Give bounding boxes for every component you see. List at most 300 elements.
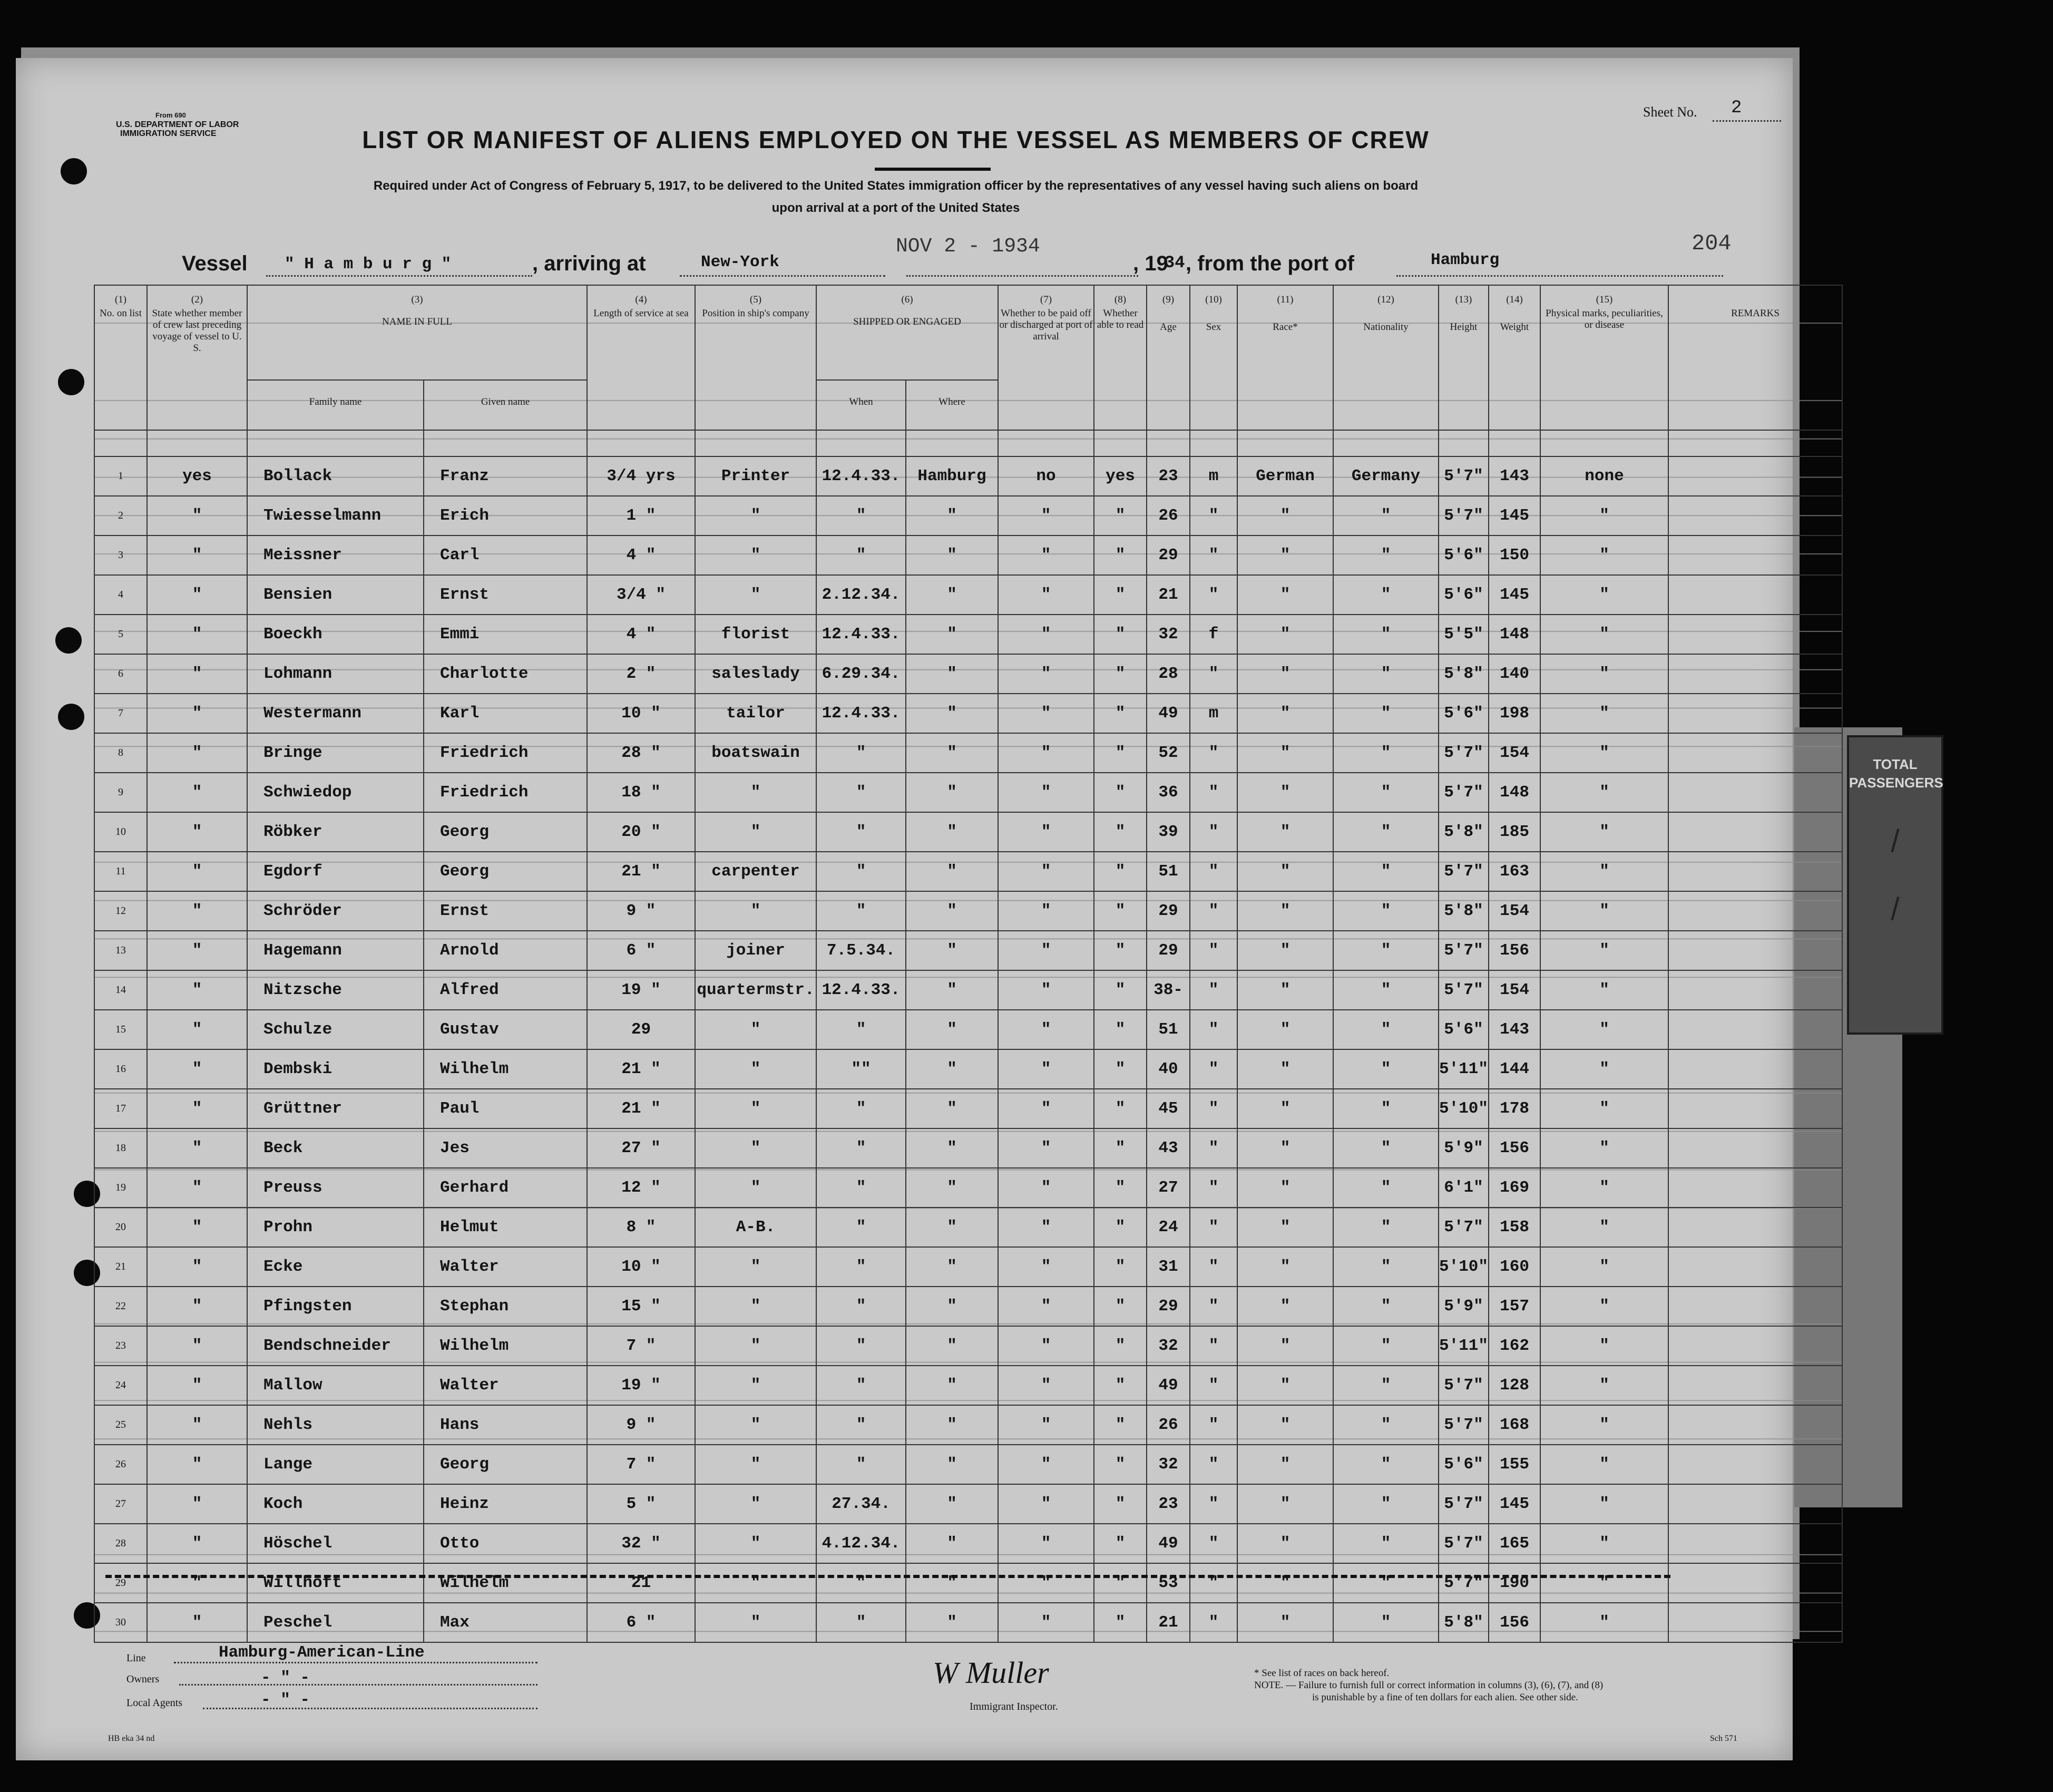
page-number: 204 <box>1692 231 1732 256</box>
nationality-cell: " <box>1333 1049 1439 1089</box>
form-code: HB eka 34 nd <box>108 1734 155 1743</box>
age-cell: 27 <box>1147 1168 1190 1207</box>
row-number-cell: 2 <box>94 496 147 535</box>
nationality-cell: " <box>1333 1326 1439 1366</box>
given-name-cell: Georg <box>424 812 587 852</box>
family-name-cell: Bollack <box>247 456 424 496</box>
family-name-cell: Lange <box>247 1445 424 1484</box>
paid-off-cell: " <box>998 1326 1094 1366</box>
shipped-where-cell: " <box>906 1010 998 1049</box>
paid-off-cell: " <box>998 1247 1094 1287</box>
length-of-service-cell: 6 " <box>587 931 695 970</box>
family-name-cell: Twiesselmann <box>247 496 424 535</box>
age-cell: 49 <box>1147 694 1190 733</box>
nationality-cell: " <box>1333 773 1439 812</box>
given-name-cell: Walter <box>424 1247 587 1287</box>
height-cell: 5'7" <box>1439 456 1489 496</box>
previous-voyage-cell: " <box>147 1405 247 1445</box>
length-of-service-cell: 27 " <box>587 1128 695 1168</box>
paid-off-cell: " <box>998 1287 1094 1326</box>
remarks-cell <box>1668 1207 1842 1247</box>
form-number: From 690 <box>155 111 186 119</box>
shipped-where-cell: " <box>906 1524 998 1563</box>
table-row <box>94 535 1842 575</box>
nationality-cell: " <box>1333 1287 1439 1326</box>
weight-cell: 157 <box>1489 1287 1540 1326</box>
paid-off-cell: " <box>998 1405 1094 1445</box>
length-of-service-cell: 4 " <box>587 615 695 654</box>
previous-voyage-cell: " <box>147 1366 247 1405</box>
family-name-cell: Meissner <box>247 535 424 575</box>
remarks-cell <box>1668 970 1842 1010</box>
height-cell: 5'6" <box>1439 535 1489 575</box>
year-prefix: , 19 <box>1133 252 1168 275</box>
able-to-read-cell: " <box>1094 1366 1147 1405</box>
race-cell: " <box>1237 1603 1333 1642</box>
race-cell: " <box>1237 1049 1333 1089</box>
row-number-cell: 26 <box>94 1445 147 1484</box>
family-name-cell: Hagemann <box>247 931 424 970</box>
sex-cell: " <box>1190 535 1237 575</box>
previous-voyage-cell: " <box>147 575 247 615</box>
col-header-nationality: (12) Nationality <box>1333 285 1439 430</box>
sex-cell: " <box>1190 1049 1237 1089</box>
sex-cell: " <box>1190 1603 1237 1642</box>
position-cell: " <box>695 1049 816 1089</box>
line-underline <box>174 1662 537 1663</box>
able-to-read-cell: " <box>1094 1049 1147 1089</box>
able-to-read-cell: " <box>1094 812 1147 852</box>
shipped-when-cell: " <box>816 1207 906 1247</box>
row-number-cell: 16 <box>94 1049 147 1089</box>
col-header-read: (8) Whether able to read <box>1094 285 1147 430</box>
physical-marks-cell: " <box>1540 1089 1668 1128</box>
weight-cell: 144 <box>1489 1049 1540 1089</box>
given-name-cell: Karl <box>424 694 587 733</box>
shipped-when-cell: " <box>816 1247 906 1287</box>
nationality-cell: " <box>1333 535 1439 575</box>
race-cell: " <box>1237 1405 1333 1445</box>
remarks-cell <box>1668 615 1842 654</box>
previous-voyage-cell: " <box>147 1484 247 1524</box>
weight-cell: 148 <box>1489 773 1540 812</box>
family-name-cell: Boeckh <box>247 615 424 654</box>
shipped-when-cell: 27.34. <box>816 1484 906 1524</box>
shipped-where-cell: " <box>906 1207 998 1247</box>
length-of-service-cell: 15 " <box>587 1287 695 1326</box>
age-cell: 32 <box>1147 1445 1190 1484</box>
fine-note-1: NOTE. — Failure to furnish full or correct information in columns (3), (6), (7), and (8) <box>1254 1680 1604 1691</box>
shipped-when-cell: " <box>816 535 906 575</box>
sex-cell: " <box>1190 733 1237 773</box>
table-row <box>94 575 1842 615</box>
paid-off-cell: " <box>998 694 1094 733</box>
family-name-cell: Egdorf <box>247 852 424 891</box>
position-cell: " <box>695 1010 816 1049</box>
race-cell: " <box>1237 733 1333 773</box>
sex-cell: " <box>1190 1405 1237 1445</box>
remarks-cell <box>1668 1405 1842 1445</box>
previous-voyage-cell: " <box>147 1128 247 1168</box>
row-number-cell: 8 <box>94 733 147 773</box>
row-number-cell: 25 <box>94 1405 147 1445</box>
given-name-cell: Franz <box>424 456 587 496</box>
paid-off-cell: " <box>998 654 1094 694</box>
physical-marks-cell: " <box>1540 1247 1668 1287</box>
height-cell: 5'9" <box>1439 1128 1489 1168</box>
col-header-no: (1) No. on list <box>94 285 147 430</box>
given-name-cell: Ernst <box>424 575 587 615</box>
paid-off-cell: " <box>998 891 1094 931</box>
nationality-cell: " <box>1333 1524 1439 1563</box>
paid-off-cell: " <box>998 773 1094 812</box>
shipped-when-cell: " <box>816 1563 906 1603</box>
service-name: IMMIGRATION SERVICE <box>120 129 217 138</box>
nationality-cell: " <box>1333 733 1439 773</box>
position-cell: " <box>695 812 816 852</box>
table-row <box>94 1326 1842 1366</box>
table-row <box>94 456 1842 496</box>
total-label: TOTAL <box>1873 756 1918 772</box>
length-of-service-cell: 1 " <box>587 496 695 535</box>
given-name-cell: Georg <box>424 1445 587 1484</box>
able-to-read-cell: " <box>1094 970 1147 1010</box>
row-number-cell: 23 <box>94 1326 147 1366</box>
table-row <box>94 694 1842 733</box>
family-name-cell: Beck <box>247 1128 424 1168</box>
paid-off-cell: " <box>998 1128 1094 1168</box>
height-cell: 5'7" <box>1439 1366 1489 1405</box>
family-name-cell: Bendschneider <box>247 1326 424 1366</box>
shipped-where-cell: " <box>906 970 998 1010</box>
able-to-read-cell: " <box>1094 575 1147 615</box>
position-cell: " <box>695 891 816 931</box>
height-cell: 5'7" <box>1439 1563 1489 1603</box>
shipped-where-cell: " <box>906 496 998 535</box>
length-of-service-cell: 32 " <box>587 1524 695 1563</box>
table-row <box>94 812 1842 852</box>
sex-cell: " <box>1190 970 1237 1010</box>
physical-marks-cell: " <box>1540 1405 1668 1445</box>
family-name-cell: Peschel <box>247 1603 424 1642</box>
previous-voyage-cell: " <box>147 654 247 694</box>
height-cell: 6'1" <box>1439 1168 1489 1207</box>
given-name-cell: Gerhard <box>424 1168 587 1207</box>
nationality-cell: " <box>1333 1010 1439 1049</box>
shipped-where-cell: " <box>906 852 998 891</box>
inspector-label: Immigrant Inspector. <box>970 1701 1058 1712</box>
race-cell: " <box>1237 535 1333 575</box>
schedule-code: Sch 571 <box>1710 1734 1737 1743</box>
spacer-row <box>94 430 1842 456</box>
previous-voyage-cell: " <box>147 970 247 1010</box>
table-row <box>94 1049 1842 1089</box>
date-stamp: NOV 2 - 1934 <box>896 235 1040 258</box>
line-value: Hamburg-American-Line <box>219 1643 425 1662</box>
sex-cell: " <box>1190 1484 1237 1524</box>
age-cell: 39 <box>1147 812 1190 852</box>
race-cell: " <box>1237 931 1333 970</box>
shipped-where-cell: " <box>906 1168 998 1207</box>
weight-cell: 169 <box>1489 1168 1540 1207</box>
weight-cell: 140 <box>1489 654 1540 694</box>
table-row <box>94 773 1842 812</box>
race-cell: " <box>1237 1089 1333 1128</box>
able-to-read-cell: " <box>1094 1524 1147 1563</box>
row-number-cell: 19 <box>94 1168 147 1207</box>
height-cell: 5'6" <box>1439 1010 1489 1049</box>
sex-cell: " <box>1190 891 1237 931</box>
position-cell: quartermstr. <box>695 970 816 1010</box>
shipped-where-cell: " <box>906 812 998 852</box>
age-cell: 38- <box>1147 970 1190 1010</box>
tally-mark: / <box>1891 823 1900 859</box>
family-name-cell: Lohmann <box>247 654 424 694</box>
from-port-label: , from the port of <box>1186 252 1354 275</box>
sex-cell: " <box>1190 1326 1237 1366</box>
previous-voyage-cell: " <box>147 891 247 931</box>
weight-cell: 148 <box>1489 615 1540 654</box>
table-row <box>94 1603 1842 1642</box>
able-to-read-cell: " <box>1094 535 1147 575</box>
weight-cell: 156 <box>1489 1128 1540 1168</box>
agents-label: Local Agents <box>126 1697 183 1709</box>
nationality-cell: " <box>1333 1603 1439 1642</box>
row-number-cell: 6 <box>94 654 147 694</box>
height-cell: 5'7" <box>1439 970 1489 1010</box>
given-name-cell: Charlotte <box>424 654 587 694</box>
race-cell: " <box>1237 575 1333 615</box>
physical-marks-cell: " <box>1540 694 1668 733</box>
given-name-cell: Carl <box>424 535 587 575</box>
position-cell: " <box>695 773 816 812</box>
length-of-service-cell: 2 " <box>587 654 695 694</box>
table-row <box>94 1484 1842 1524</box>
col-header-name: (3) NAME IN FULL <box>247 285 587 380</box>
shipped-when-cell: 12.4.33. <box>816 694 906 733</box>
age-cell: 51 <box>1147 852 1190 891</box>
nationality-cell: " <box>1333 1366 1439 1405</box>
given-name-cell: Stephan <box>424 1287 587 1326</box>
given-name-cell: Paul <box>424 1089 587 1128</box>
paid-off-cell: " <box>998 615 1094 654</box>
remarks-cell <box>1668 931 1842 970</box>
line-label: Line <box>126 1652 146 1664</box>
nationality-cell: " <box>1333 1445 1439 1484</box>
given-name-cell: Hans <box>424 1405 587 1445</box>
length-of-service-cell: 5 " <box>587 1484 695 1524</box>
age-cell: 26 <box>1147 496 1190 535</box>
department-name: U.S. DEPARTMENT OF LABOR <box>116 120 239 129</box>
col-header-service: (4) Length of service at sea <box>587 285 695 430</box>
sex-cell: " <box>1190 812 1237 852</box>
family-name-cell: Höschel <box>247 1524 424 1563</box>
previous-voyage-cell: " <box>147 615 247 654</box>
col-header-race: (11) Race* <box>1237 285 1333 430</box>
remarks-cell <box>1668 891 1842 931</box>
inspector-signature: W Muller <box>933 1655 1049 1690</box>
age-cell: 23 <box>1147 456 1190 496</box>
paid-off-cell: " <box>998 970 1094 1010</box>
table-row <box>94 615 1842 654</box>
physical-marks-cell: " <box>1540 1326 1668 1366</box>
shipped-when-cell: " <box>816 1010 906 1049</box>
shipped-when-cell: 12.4.33. <box>816 456 906 496</box>
length-of-service-cell: 4 " <box>587 535 695 575</box>
paid-off-cell: " <box>998 1010 1094 1049</box>
weight-cell: 178 <box>1489 1089 1540 1128</box>
race-cell: " <box>1237 496 1333 535</box>
able-to-read-cell: " <box>1094 1405 1147 1445</box>
weight-cell: 165 <box>1489 1524 1540 1563</box>
shipped-where-cell: " <box>906 891 998 931</box>
punch-hole <box>58 704 84 730</box>
shipped-where-cell: " <box>906 694 998 733</box>
shipped-where-cell: " <box>906 1405 998 1445</box>
physical-marks-cell: " <box>1540 1128 1668 1168</box>
col-header-position: (5) Position in ship's company <box>695 285 816 430</box>
row-number-cell: 9 <box>94 773 147 812</box>
given-name-cell: Gustav <box>424 1010 587 1049</box>
weight-cell: 156 <box>1489 931 1540 970</box>
end-of-list-line <box>105 1575 1670 1578</box>
paid-off-cell: " <box>998 1445 1094 1484</box>
remarks-cell <box>1668 1326 1842 1366</box>
age-cell: 53 <box>1147 1563 1190 1603</box>
age-cell: 45 <box>1147 1089 1190 1128</box>
position-cell: boatswain <box>695 733 816 773</box>
year-suffix: 34 <box>1165 253 1185 272</box>
given-name-cell: Friedrich <box>424 773 587 812</box>
physical-marks-cell: " <box>1540 535 1668 575</box>
length-of-service-cell: 19 " <box>587 1366 695 1405</box>
row-number-cell: 1 <box>94 456 147 496</box>
height-cell: 5'7" <box>1439 852 1489 891</box>
sex-cell: " <box>1190 496 1237 535</box>
row-number-cell: 3 <box>94 535 147 575</box>
row-number-cell: 12 <box>94 891 147 931</box>
physical-marks-cell: " <box>1540 1524 1668 1563</box>
remarks-cell <box>1668 1168 1842 1207</box>
remarks-cell <box>1668 654 1842 694</box>
sex-cell: " <box>1190 1524 1237 1563</box>
crew-rows <box>94 430 1842 1642</box>
table-row <box>94 1247 1842 1287</box>
nationality-cell: Germany <box>1333 456 1439 496</box>
physical-marks-cell: " <box>1540 733 1668 773</box>
shipped-when-cell: 12.4.33. <box>816 970 906 1010</box>
row-number-cell: 22 <box>94 1287 147 1326</box>
weight-cell: 190 <box>1489 1563 1540 1603</box>
length-of-service-cell: 21 <box>587 1563 695 1603</box>
shipped-when-cell: 2.12.34. <box>816 575 906 615</box>
shipped-where-cell: " <box>906 1287 998 1326</box>
previous-voyage-cell: " <box>147 1287 247 1326</box>
length-of-service-cell: 18 " <box>587 773 695 812</box>
able-to-read-cell: " <box>1094 1089 1147 1128</box>
position-cell: " <box>695 1603 816 1642</box>
physical-marks-cell: " <box>1540 891 1668 931</box>
table-row <box>94 1287 1842 1326</box>
paid-off-cell: " <box>998 1366 1094 1405</box>
length-of-service-cell: 21 " <box>587 1089 695 1128</box>
given-name-cell: Wilhelm <box>424 1563 587 1603</box>
row-number-cell: 14 <box>94 970 147 1010</box>
race-cell: " <box>1237 812 1333 852</box>
shipped-where-cell: " <box>906 1128 998 1168</box>
sex-cell: " <box>1190 773 1237 812</box>
previous-voyage-cell: " <box>147 1326 247 1366</box>
given-name-cell: Wilhelm <box>424 1326 587 1366</box>
physical-marks-cell: " <box>1540 1603 1668 1642</box>
family-name-cell: Bringe <box>247 733 424 773</box>
given-name-cell: Friedrich <box>424 733 587 773</box>
remarks-cell <box>1668 812 1842 852</box>
family-name-cell: Willhöft <box>247 1563 424 1603</box>
crew-manifest-table <box>94 285 1843 1643</box>
weight-cell: 168 <box>1489 1405 1540 1445</box>
race-cell: " <box>1237 654 1333 694</box>
height-cell: 5'8" <box>1439 1603 1489 1642</box>
able-to-read-cell: " <box>1094 931 1147 970</box>
shipped-where-cell: " <box>906 1484 998 1524</box>
height-cell: 5'6" <box>1439 575 1489 615</box>
given-name-cell: Emmi <box>424 615 587 654</box>
family-name-cell: Bensien <box>247 575 424 615</box>
able-to-read-cell: " <box>1094 1010 1147 1049</box>
col-header-when: When <box>816 380 906 430</box>
weight-cell: 155 <box>1489 1445 1540 1484</box>
able-to-read-cell: " <box>1094 654 1147 694</box>
remarks-cell <box>1668 496 1842 535</box>
given-name-cell: Erich <box>424 496 587 535</box>
shipped-when-cell: " <box>816 1128 906 1168</box>
weight-cell: 145 <box>1489 1484 1540 1524</box>
remarks-cell <box>1668 535 1842 575</box>
nationality-cell: " <box>1333 1089 1439 1128</box>
length-of-service-cell: 6 " <box>587 1603 695 1642</box>
page-title: LIST OR MANIFEST OF ALIENS EMPLOYED ON THE VESSEL AS MEMBERS OF CREW <box>362 126 1430 153</box>
shipped-where-cell: Hamburg <box>906 456 998 496</box>
row-number-cell: 7 <box>94 694 147 733</box>
paid-off-cell: " <box>998 733 1094 773</box>
paid-off-cell: " <box>998 1563 1094 1603</box>
previous-voyage-cell: " <box>147 1524 247 1563</box>
sex-cell: " <box>1190 931 1237 970</box>
sex-cell: " <box>1190 1207 1237 1247</box>
sex-cell: " <box>1190 1563 1237 1603</box>
row-number-cell: 10 <box>94 812 147 852</box>
previous-voyage-cell: " <box>147 496 247 535</box>
nationality-cell: " <box>1333 694 1439 733</box>
given-name-cell: Ernst <box>424 891 587 931</box>
position-cell: tailor <box>695 694 816 733</box>
remarks-cell <box>1668 1287 1842 1326</box>
position-cell: " <box>695 1524 816 1563</box>
nationality-cell: " <box>1333 654 1439 694</box>
given-name-cell: Alfred <box>424 970 587 1010</box>
height-cell: 5'6" <box>1439 1445 1489 1484</box>
family-name-cell: Preuss <box>247 1168 424 1207</box>
from-port: Hamburg <box>1431 251 1500 269</box>
previous-voyage-cell: " <box>147 1168 247 1207</box>
shipped-when-cell: " <box>816 812 906 852</box>
paid-off-cell: " <box>998 1049 1094 1089</box>
sex-cell: " <box>1190 852 1237 891</box>
paid-off-cell: " <box>998 931 1094 970</box>
shipped-where-cell: " <box>906 1445 998 1484</box>
height-cell: 5'7" <box>1439 1405 1489 1445</box>
